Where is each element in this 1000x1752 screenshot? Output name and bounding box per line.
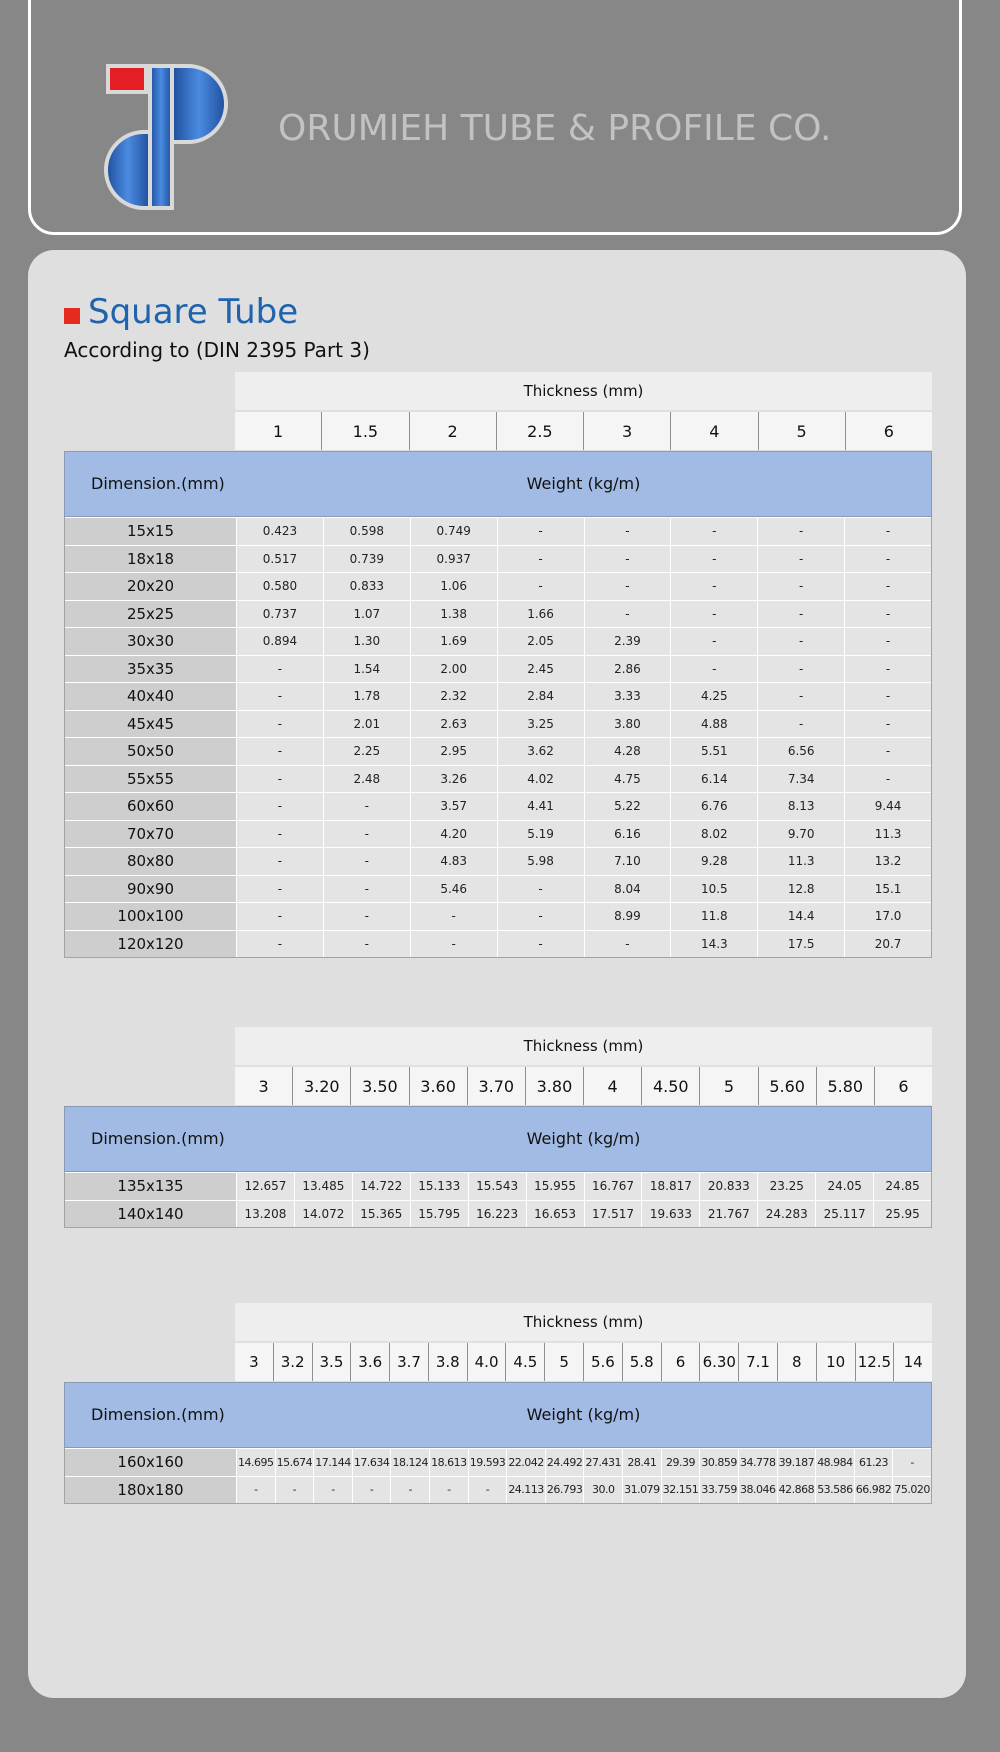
weight-cell: 0.937: [410, 546, 497, 573]
dimension-cell: 50x50: [65, 738, 236, 765]
table-row: [65, 737, 931, 765]
weight-cell: 30.859: [699, 1449, 738, 1476]
thickness-col-header: 5.6: [583, 1343, 622, 1381]
thickness-col-header: 3.70: [467, 1067, 525, 1105]
table-row: [65, 847, 931, 875]
dimension-cell: 180x180: [65, 1477, 236, 1504]
dimension-cell: 55x55: [65, 766, 236, 793]
weight-cell: -: [670, 546, 757, 573]
weight-cell: 4.25: [670, 683, 757, 710]
weight-label: Weight (kg/m): [526, 474, 641, 493]
thickness-col-header: 6.30: [699, 1343, 738, 1381]
weight-cell: 32.151: [661, 1477, 700, 1504]
weight-cell: -: [323, 793, 410, 820]
weight-cell: 2.05: [497, 628, 584, 655]
weight-cell: -: [236, 683, 323, 710]
thickness-col-header: 3.2: [273, 1343, 312, 1381]
weight-cell: 42.868: [777, 1477, 816, 1504]
weight-cell: 5.98: [497, 848, 584, 875]
thickness-col-header: 3: [583, 412, 670, 450]
weight-cell: 3.33: [584, 683, 671, 710]
weight-header-band: [64, 1382, 932, 1448]
weight-cell: 16.223: [468, 1201, 526, 1228]
weight-cell: 24.113: [506, 1477, 545, 1504]
weight-cell: -: [236, 656, 323, 683]
weight-cell: -: [236, 1477, 275, 1504]
thickness-col-header: 5.80: [816, 1067, 874, 1105]
weight-cell: 2.86: [584, 656, 671, 683]
weight-cell: 2.95: [410, 738, 497, 765]
weight-cell: 14.072: [294, 1201, 352, 1228]
weight-cell: -: [844, 628, 931, 655]
table-row: [65, 930, 931, 958]
weight-cell: 0.737: [236, 601, 323, 628]
weight-cell: 4.75: [584, 766, 671, 793]
weight-cell: 75.020: [892, 1477, 931, 1504]
thickness-col-header: 3.8: [428, 1343, 467, 1381]
company-logo-icon: [104, 62, 229, 212]
weight-cell: -: [410, 931, 497, 958]
weight-cell: 18.124: [390, 1449, 429, 1476]
weight-cell: -: [584, 518, 671, 545]
weight-label: Weight (kg/m): [526, 1405, 641, 1424]
weight-cell: 13.208: [236, 1201, 294, 1228]
weight-cell: 12.657: [236, 1173, 294, 1200]
weight-cell: 2.45: [497, 656, 584, 683]
weight-cell: -: [844, 738, 931, 765]
weight-cell: -: [584, 931, 671, 958]
weight-cell: 5.22: [584, 793, 671, 820]
thickness-col-header: 4.5: [505, 1343, 544, 1381]
weight-cell: 1.06: [410, 573, 497, 600]
dimension-cell: 35x35: [65, 656, 236, 683]
weight-cell: 16.653: [526, 1201, 584, 1228]
weight-cell: 0.517: [236, 546, 323, 573]
weight-cell: 24.283: [757, 1201, 815, 1228]
weight-cell: 26.793: [545, 1477, 584, 1504]
weight-cell: -: [497, 931, 584, 958]
weight-cell: 31.079: [622, 1477, 661, 1504]
weight-cell: -: [584, 546, 671, 573]
weight-cell: -: [757, 628, 844, 655]
thickness-col-header: 5: [544, 1343, 583, 1381]
weight-cell: 3.26: [410, 766, 497, 793]
weight-cell: 9.44: [844, 793, 931, 820]
weight-cell: 4.83: [410, 848, 497, 875]
weight-cell: 1.30: [323, 628, 410, 655]
weight-cell: -: [757, 711, 844, 738]
weight-cell: 9.70: [757, 821, 844, 848]
weight-cell: -: [844, 683, 931, 710]
weight-cell: -: [670, 601, 757, 628]
weight-cell: -: [236, 848, 323, 875]
weight-cell: 18.817: [641, 1173, 699, 1200]
weight-cell: 14.722: [352, 1173, 410, 1200]
weight-cell: 0.749: [410, 518, 497, 545]
table-row: [65, 792, 931, 820]
weight-cell: -: [670, 518, 757, 545]
weight-cell: 1.07: [323, 601, 410, 628]
weight-cell: -: [236, 876, 323, 903]
weight-cell: 15.955: [526, 1173, 584, 1200]
dimension-label: Dimension.(mm): [91, 1405, 225, 1424]
weight-cell: -: [844, 711, 931, 738]
weight-cell: 15.365: [352, 1201, 410, 1228]
weight-label: Weight (kg/m): [526, 1129, 641, 1148]
thickness-col-header: 3: [235, 1067, 292, 1105]
weight-cell: 6.16: [584, 821, 671, 848]
weight-cell: -: [757, 518, 844, 545]
weight-cell: 0.739: [323, 546, 410, 573]
thickness-columns: [235, 1343, 932, 1381]
weight-cell: 4.88: [670, 711, 757, 738]
weight-cell: -: [236, 931, 323, 958]
weight-cell: 11.3: [844, 821, 931, 848]
thickness-col-header: 2: [409, 412, 496, 450]
weight-cell: 6.76: [670, 793, 757, 820]
table-row: [65, 1476, 931, 1504]
weight-cell: 2.48: [323, 766, 410, 793]
weight-cell: 15.133: [410, 1173, 468, 1200]
weight-cell: -: [757, 656, 844, 683]
weight-cell: -: [313, 1477, 352, 1504]
thickness-col-header: 8: [777, 1343, 816, 1381]
weight-cell: 1.66: [497, 601, 584, 628]
weight-cell: 0.833: [323, 573, 410, 600]
table-row: [65, 1448, 931, 1476]
weight-cell: -: [323, 931, 410, 958]
weight-cell: 2.39: [584, 628, 671, 655]
table-row: [65, 655, 931, 683]
weight-cell: 15.674: [275, 1449, 314, 1476]
weight-cell: -: [844, 656, 931, 683]
dimension-label: Dimension.(mm): [91, 1129, 225, 1148]
weight-cell: 3.25: [497, 711, 584, 738]
weight-cell: 0.423: [236, 518, 323, 545]
weight-cell: 2.01: [323, 711, 410, 738]
weight-cell: 2.32: [410, 683, 497, 710]
table-row: [65, 710, 931, 738]
weight-cell: 12.8: [757, 876, 844, 903]
weight-cell: 24.492: [545, 1449, 584, 1476]
weight-cell: 16.767: [584, 1173, 642, 1200]
thickness-col-header: 4: [583, 1067, 641, 1105]
weight-cell: 33.759: [699, 1477, 738, 1504]
weight-cell: 38.046: [738, 1477, 777, 1504]
weight-cell: 23.25: [757, 1173, 815, 1200]
thickness-col-header: 1.5: [321, 412, 408, 450]
dimension-cell: 25x25: [65, 601, 236, 628]
weight-cell: 11.8: [670, 903, 757, 930]
weight-cell: 4.41: [497, 793, 584, 820]
weight-cell: -: [323, 903, 410, 930]
weight-cell: 28.41: [622, 1449, 661, 1476]
table-row: [65, 682, 931, 710]
weight-cell: 14.3: [670, 931, 757, 958]
thickness-col-header: 2.5: [496, 412, 583, 450]
weight-cell: -: [236, 821, 323, 848]
table-row: [65, 875, 931, 903]
weight-cell: -: [892, 1449, 931, 1476]
table-body: [64, 1448, 932, 1504]
weight-cell: 66.982: [854, 1477, 893, 1504]
title-text: Square Tube: [88, 292, 299, 332]
weight-cell: 3.80: [584, 711, 671, 738]
weight-cell: 24.05: [815, 1173, 873, 1200]
table-row: [65, 600, 931, 628]
dimension-cell: 90x90: [65, 876, 236, 903]
weight-cell: 14.4: [757, 903, 844, 930]
thickness-col-header: 3: [235, 1343, 273, 1381]
weight-cell: 20.833: [699, 1173, 757, 1200]
weight-cell: -: [844, 766, 931, 793]
dimension-cell: 80x80: [65, 848, 236, 875]
weight-header-band: [64, 1106, 932, 1172]
weight-cell: 25.95: [873, 1201, 931, 1228]
thickness-col-header: 1: [235, 412, 321, 450]
dimension-cell: 45x45: [65, 711, 236, 738]
weight-cell: -: [468, 1477, 507, 1504]
dimension-cell: 135x135: [65, 1173, 236, 1200]
weight-cell: 5.46: [410, 876, 497, 903]
weight-cell: -: [757, 546, 844, 573]
dimension-cell: 18x18: [65, 546, 236, 573]
weight-cell: 5.19: [497, 821, 584, 848]
weight-cell: 8.99: [584, 903, 671, 930]
weight-cell: 20.7: [844, 931, 931, 958]
weight-cell: 17.0: [844, 903, 931, 930]
weight-cell: 27.431: [583, 1449, 622, 1476]
table-row: [65, 545, 931, 573]
thickness-col-header: 4: [670, 412, 757, 450]
thickness-columns: [235, 1067, 932, 1105]
weight-cell: -: [497, 903, 584, 930]
page-subtitle: According to (DIN 2395 Part 3): [64, 338, 370, 362]
thickness-header: Thickness (mm): [235, 1303, 932, 1341]
weight-cell: 9.28: [670, 848, 757, 875]
thickness-col-header: 3.80: [525, 1067, 583, 1105]
thickness-col-header: 3.5: [312, 1343, 351, 1381]
weight-cell: 53.586: [815, 1477, 854, 1504]
weight-cell: -: [497, 876, 584, 903]
weight-cell: -: [497, 573, 584, 600]
weight-cell: 2.84: [497, 683, 584, 710]
weight-cell: 0.894: [236, 628, 323, 655]
weight-cell: -: [236, 793, 323, 820]
weight-cell: 2.63: [410, 711, 497, 738]
weight-cell: 24.85: [873, 1173, 931, 1200]
weight-cell: -: [236, 711, 323, 738]
weight-cell: 18.613: [429, 1449, 468, 1476]
weight-cell: 30.0: [583, 1477, 622, 1504]
weight-cell: -: [844, 573, 931, 600]
thickness-col-header: 3.7: [389, 1343, 428, 1381]
weight-cell: -: [352, 1477, 391, 1504]
weight-cell: 22.042: [506, 1449, 545, 1476]
weight-cell: -: [236, 766, 323, 793]
weight-cell: 17.5: [757, 931, 844, 958]
thickness-columns: [235, 412, 932, 450]
weight-cell: 6.14: [670, 766, 757, 793]
thickness-header: Thickness (mm): [235, 372, 932, 410]
thickness-col-header: 12.5: [855, 1343, 894, 1381]
weight-cell: 15.795: [410, 1201, 468, 1228]
weight-cell: 2.00: [410, 656, 497, 683]
weight-cell: 13.485: [294, 1173, 352, 1200]
weight-cell: -: [844, 546, 931, 573]
dimension-cell: 140x140: [65, 1201, 236, 1228]
thickness-col-header: 6: [845, 412, 932, 450]
weight-cell: -: [670, 573, 757, 600]
weight-cell: -: [429, 1477, 468, 1504]
thickness-col-header: 6: [874, 1067, 932, 1105]
weight-cell: -: [410, 903, 497, 930]
company-name: ORUMIEH TUBE & PROFILE CO.: [278, 108, 832, 149]
weight-cell: 61.23: [854, 1449, 893, 1476]
table-row: [65, 1200, 931, 1228]
table-row: [65, 627, 931, 655]
weight-cell: -: [584, 601, 671, 628]
weight-cell: 0.580: [236, 573, 323, 600]
thickness-col-header: 14: [893, 1343, 932, 1381]
thickness-col-header: 7.1: [738, 1343, 777, 1381]
weight-cell: -: [670, 628, 757, 655]
dimension-label: Dimension.(mm): [91, 474, 225, 493]
weight-cell: 4.20: [410, 821, 497, 848]
weight-cell: -: [497, 518, 584, 545]
weight-cell: -: [584, 573, 671, 600]
weight-cell: 8.04: [584, 876, 671, 903]
weight-cell: -: [757, 573, 844, 600]
dimension-cell: 60x60: [65, 793, 236, 820]
weight-cell: 3.62: [497, 738, 584, 765]
dimension-cell: 120x120: [65, 931, 236, 958]
weight-cell: 8.02: [670, 821, 757, 848]
weight-cell: 7.34: [757, 766, 844, 793]
weight-cell: 2.25: [323, 738, 410, 765]
thickness-col-header: 3.50: [350, 1067, 408, 1105]
weight-cell: 15.543: [468, 1173, 526, 1200]
weight-cell: 17.144: [313, 1449, 352, 1476]
thickness-col-header: 3.20: [292, 1067, 350, 1105]
weight-cell: -: [757, 683, 844, 710]
weight-cell: -: [844, 518, 931, 545]
weight-cell: -: [236, 738, 323, 765]
weight-cell: 15.1: [844, 876, 931, 903]
thickness-col-header: 10: [816, 1343, 855, 1381]
weight-cell: 4.28: [584, 738, 671, 765]
weight-cell: 1.78: [323, 683, 410, 710]
dimension-cell: 30x30: [65, 628, 236, 655]
weight-cell: -: [670, 656, 757, 683]
table-body: [64, 1172, 932, 1228]
weight-cell: 6.56: [757, 738, 844, 765]
weight-cell: -: [497, 546, 584, 573]
weight-cell: 10.5: [670, 876, 757, 903]
table-row: [65, 765, 931, 793]
weight-cell: 13.2: [844, 848, 931, 875]
weight-cell: 25.117: [815, 1201, 873, 1228]
weight-cell: 1.54: [323, 656, 410, 683]
weight-cell: -: [275, 1477, 314, 1504]
table-row: [65, 1172, 931, 1200]
thickness-col-header: 5: [758, 412, 845, 450]
table-row: [65, 820, 931, 848]
thickness-col-header: 5.8: [622, 1343, 661, 1381]
table-row: [65, 902, 931, 930]
weight-cell: 0.598: [323, 518, 410, 545]
dimension-cell: 20x20: [65, 573, 236, 600]
thickness-col-header: 6: [661, 1343, 700, 1381]
thickness-col-header: 3.60: [409, 1067, 467, 1105]
title-bullet-icon: [64, 308, 80, 324]
weight-cell: 48.984: [815, 1449, 854, 1476]
weight-cell: 17.517: [584, 1201, 642, 1228]
table-row: [65, 572, 931, 600]
dimension-cell: 100x100: [65, 903, 236, 930]
weight-cell: 39.187: [777, 1449, 816, 1476]
thickness-col-header: 3.6: [350, 1343, 389, 1381]
weight-cell: 1.69: [410, 628, 497, 655]
thickness-header: Thickness (mm): [235, 1027, 932, 1065]
weight-cell: -: [236, 903, 323, 930]
weight-cell: 21.767: [699, 1201, 757, 1228]
weight-cell: 8.13: [757, 793, 844, 820]
weight-cell: 17.634: [352, 1449, 391, 1476]
weight-cell: 3.57: [410, 793, 497, 820]
thickness-col-header: 4.50: [641, 1067, 699, 1105]
weight-cell: 19.593: [468, 1449, 507, 1476]
weight-cell: 1.38: [410, 601, 497, 628]
thickness-col-header: 5.60: [758, 1067, 816, 1105]
table-body: [64, 517, 932, 958]
weight-cell: -: [323, 821, 410, 848]
weight-cell: -: [323, 848, 410, 875]
weight-cell: 34.778: [738, 1449, 777, 1476]
weight-cell: -: [390, 1477, 429, 1504]
weight-header-band: [64, 451, 932, 517]
table-row: [65, 517, 931, 545]
dimension-cell: 160x160: [65, 1449, 236, 1476]
weight-cell: 19.633: [641, 1201, 699, 1228]
weight-cell: 5.51: [670, 738, 757, 765]
thickness-col-header: 5: [699, 1067, 757, 1105]
dimension-cell: 15x15: [65, 518, 236, 545]
dimension-cell: 70x70: [65, 821, 236, 848]
dimension-cell: 40x40: [65, 683, 236, 710]
weight-cell: -: [757, 601, 844, 628]
weight-cell: -: [844, 601, 931, 628]
weight-cell: 7.10: [584, 848, 671, 875]
weight-cell: 14.695: [236, 1449, 275, 1476]
weight-cell: -: [323, 876, 410, 903]
weight-cell: 29.39: [661, 1449, 700, 1476]
weight-cell: 11.3: [757, 848, 844, 875]
thickness-col-header: 4.0: [467, 1343, 506, 1381]
weight-cell: 4.02: [497, 766, 584, 793]
